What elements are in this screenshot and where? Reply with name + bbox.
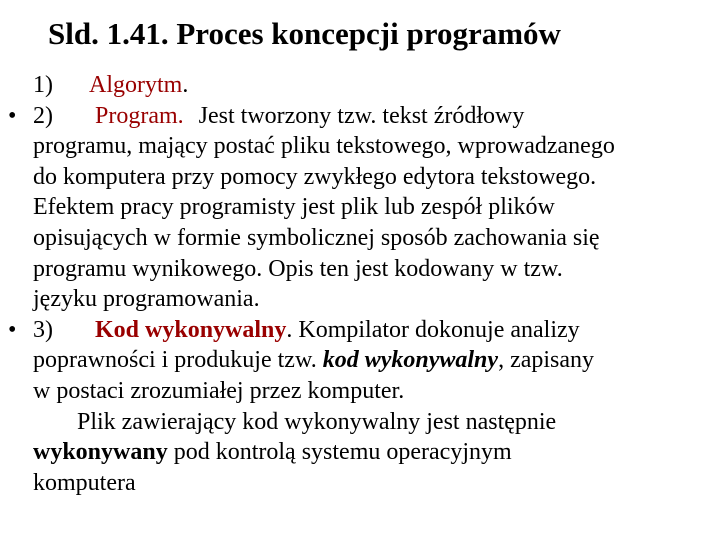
item-2-number: 2) xyxy=(33,102,53,129)
closing-line-3: komputera xyxy=(33,469,136,496)
closing-line-2-rest: pod kontrolą systemu operacyjnym xyxy=(167,439,512,466)
slide-title: Sld. 1.41. Proces koncepcji programów xyxy=(48,16,561,51)
closing-emph: wykonywany xyxy=(33,439,168,466)
item-3-number: 3) xyxy=(33,316,53,343)
item-1-number: 1) xyxy=(33,72,53,98)
item-3-line-2 xyxy=(0,345,720,376)
bullet-icon: • xyxy=(8,102,17,129)
item-2-line: Efektem pracy programisty jest plik lub zespół plików xyxy=(33,194,555,221)
item-2-line: programu, mający postać pliku tekstowego, wprowadzanego xyxy=(33,133,615,160)
item-2-line-1-rest: Jest tworzony tzw. tekst źródłowy xyxy=(198,102,525,129)
bullet-icon: • xyxy=(8,316,17,343)
closing-line-1 xyxy=(0,407,720,438)
item-3-line-1-rest: . Kompilator dokonuje analizy xyxy=(286,316,580,343)
item-2-line: programu wynikowego. Opis ten jest kodowany w tzw. xyxy=(33,255,563,282)
item-3-emph: kod wykonywalny xyxy=(322,347,499,374)
item-3-term: Kod wykonywalny xyxy=(95,316,287,343)
item-3-line-2-suffix: , zapisany xyxy=(498,347,595,374)
item-1-period: . xyxy=(182,72,189,98)
slide-body xyxy=(0,70,720,498)
item-2-line: opisujących w formie symbolicznej sposób zachowania się xyxy=(33,224,600,251)
item-3-line-2-prefix: poprawności i produkuje tzw. xyxy=(33,347,323,374)
item-3-line-1 xyxy=(0,315,720,346)
item-1-term: Algorytm xyxy=(89,72,183,98)
item-1-line xyxy=(0,70,720,101)
item-2-line-1 xyxy=(0,101,720,132)
closing-line-1-text: Plik zawierający kod wykonywalny jest następnie xyxy=(77,408,557,435)
item-3-line-3: w postaci zrozumiałej przez komputer. xyxy=(33,377,405,404)
item-2-line: języku programowania. xyxy=(33,286,260,313)
item-2-line: do komputera przy pomocy zwykłego edytora tekstowego. xyxy=(33,163,597,190)
closing-line-2 xyxy=(0,437,720,468)
item-2-term: Program. xyxy=(95,102,184,129)
